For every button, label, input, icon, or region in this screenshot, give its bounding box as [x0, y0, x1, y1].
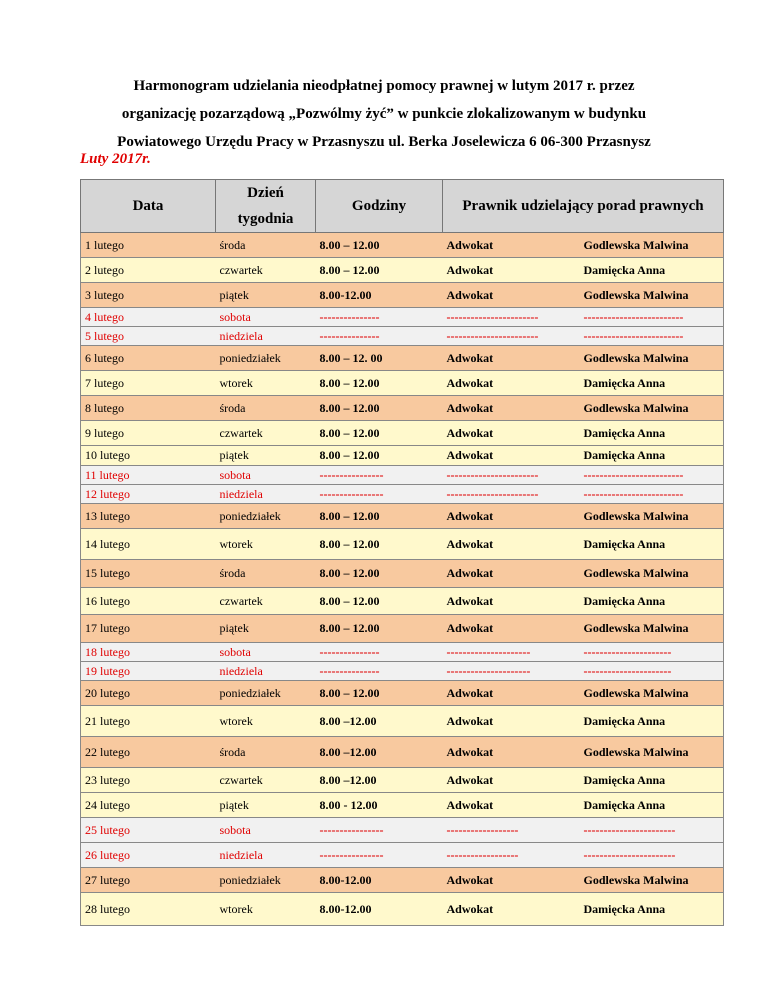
date-cell: 24 lutego [81, 793, 216, 818]
table-row [81, 843, 724, 868]
lawyer-name-cell: Damięcka Anna [580, 371, 724, 396]
date-cell: 25 lutego [81, 818, 216, 843]
role-cell: Adwokat [443, 504, 580, 529]
day-cell: poniedziałek [216, 346, 316, 371]
table-row [81, 233, 724, 258]
lawyer-name-cell: Godlewska Malwina [580, 868, 724, 893]
hours-cell: 8.00 – 12.00 [316, 504, 443, 529]
date-cell: 11 lutego [81, 466, 216, 485]
lawyer-name-cell: ----------------------- [580, 843, 724, 868]
role-cell: ----------------------- [443, 327, 580, 346]
date-cell: 17 lutego [81, 615, 216, 643]
date-cell: 9 lutego [81, 421, 216, 446]
date-cell: 16 lutego [81, 588, 216, 615]
day-cell: środa [216, 560, 316, 588]
lawyer-name-cell: ------------------------- [580, 466, 724, 485]
hours-cell: 8.00-12.00 [316, 868, 443, 893]
role-cell: ------------------ [443, 843, 580, 868]
lawyer-name-cell: ------------------------- [580, 308, 724, 327]
schedule-body [81, 233, 724, 926]
table-row [81, 283, 724, 308]
header-day-line1: Dzień [247, 185, 284, 201]
day-cell: czwartek [216, 588, 316, 615]
date-cell: 27 lutego [81, 868, 216, 893]
table-row [81, 421, 724, 446]
day-cell: środa [216, 233, 316, 258]
lawyer-name-cell: ---------------------- [580, 643, 724, 662]
date-cell: 19 lutego [81, 662, 216, 681]
table-row [81, 737, 724, 768]
date-cell: 6 lutego [81, 346, 216, 371]
date-cell: 26 lutego [81, 843, 216, 868]
hours-cell: ---------------- [316, 485, 443, 504]
title-line-2: organizację pozarządową „Pozwólmy żyć” w punkcie zlokalizowanym w budynku [121, 106, 647, 122]
day-cell: wtorek [216, 706, 316, 737]
table-row [81, 396, 724, 421]
hours-cell: 8.00 – 12. 00 [316, 346, 443, 371]
table-row [81, 346, 724, 371]
role-cell: Adwokat [443, 893, 580, 926]
role-cell: Adwokat [443, 346, 580, 371]
role-cell: Adwokat [443, 283, 580, 308]
header-day [216, 180, 316, 233]
title-line-3: Powiatowego Urzędu Pracy w Przasnyszu ul. Berka Joselewicza 6 06-300 Przasnysz [117, 134, 651, 150]
date-cell: 15 lutego [81, 560, 216, 588]
lawyer-name-cell: Godlewska Malwina [580, 681, 724, 706]
table-row [81, 588, 724, 615]
day-cell: piątek [216, 446, 316, 466]
hours-cell: 8.00 – 12.00 [316, 588, 443, 615]
day-cell: niedziela [216, 327, 316, 346]
table-row [81, 308, 724, 327]
day-cell: wtorek [216, 893, 316, 926]
lawyer-name-cell: Damięcka Anna [580, 706, 724, 737]
lawyer-name-cell: ------------------------- [580, 327, 724, 346]
date-cell: 18 lutego [81, 643, 216, 662]
header-date: Data [81, 180, 216, 233]
table-row [81, 560, 724, 588]
day-cell: piątek [216, 793, 316, 818]
day-cell: poniedziałek [216, 681, 316, 706]
header-day-line2: tygodnia [237, 211, 294, 227]
role-cell: Adwokat [443, 233, 580, 258]
role-cell: ----------------------- [443, 308, 580, 327]
day-cell: wtorek [216, 529, 316, 560]
hours-cell: 8.00 – 12.00 [316, 681, 443, 706]
lawyer-name-cell: ------------------------- [580, 485, 724, 504]
day-cell: niedziela [216, 485, 316, 504]
role-cell: Adwokat [443, 529, 580, 560]
date-cell: 13 lutego [81, 504, 216, 529]
date-cell: 14 lutego [81, 529, 216, 560]
table-row [81, 893, 724, 926]
hours-cell: 8.00 – 12.00 [316, 233, 443, 258]
day-cell: czwartek [216, 768, 316, 793]
day-cell: wtorek [216, 371, 316, 396]
header-hours: Godziny [316, 180, 443, 233]
role-cell: Adwokat [443, 588, 580, 615]
hours-cell: 8.00-12.00 [316, 283, 443, 308]
date-cell: 1 lutego [81, 233, 216, 258]
role-cell: Adwokat [443, 615, 580, 643]
role-cell: --------------------- [443, 643, 580, 662]
lawyer-name-cell: Damięcka Anna [580, 258, 724, 283]
day-cell: sobota [216, 643, 316, 662]
hours-cell: 8.00 – 12.00 [316, 421, 443, 446]
hours-cell: ---------------- [316, 818, 443, 843]
table-row [81, 466, 724, 485]
day-cell: poniedziałek [216, 868, 316, 893]
lawyer-name-cell: ----------------------- [580, 818, 724, 843]
hours-cell: 8.00 – 12.00 [316, 615, 443, 643]
date-cell: 22 lutego [81, 737, 216, 768]
hours-cell: --------------- [316, 327, 443, 346]
role-cell: Adwokat [443, 446, 580, 466]
date-cell: 12 lutego [81, 485, 216, 504]
role-cell: --------------------- [443, 662, 580, 681]
role-cell: Adwokat [443, 681, 580, 706]
table-row [81, 818, 724, 843]
hours-cell: 8.00 –12.00 [316, 768, 443, 793]
role-cell: ----------------------- [443, 485, 580, 504]
day-cell: sobota [216, 308, 316, 327]
role-cell: ------------------ [443, 818, 580, 843]
day-cell: środa [216, 737, 316, 768]
table-row [81, 615, 724, 643]
role-cell: Adwokat [443, 793, 580, 818]
table-row [81, 258, 724, 283]
lawyer-name-cell: Godlewska Malwina [580, 233, 724, 258]
hours-cell: 8.00-12.00 [316, 893, 443, 926]
hours-cell: 8.00 - 12.00 [316, 793, 443, 818]
date-cell: 7 lutego [81, 371, 216, 396]
date-cell: 21 lutego [81, 706, 216, 737]
role-cell: Adwokat [443, 396, 580, 421]
header-row [81, 180, 724, 233]
lawyer-name-cell: Damięcka Anna [580, 588, 724, 615]
table-row [81, 793, 724, 818]
schedule-table [80, 179, 724, 926]
lawyer-name-cell: Damięcka Anna [580, 421, 724, 446]
hours-cell: 8.00 – 12.00 [316, 371, 443, 396]
role-cell: Adwokat [443, 737, 580, 768]
hours-cell: ---------------- [316, 843, 443, 868]
day-cell: niedziela [216, 843, 316, 868]
lawyer-name-cell: Godlewska Malwina [580, 560, 724, 588]
date-cell: 10 lutego [81, 446, 216, 466]
lawyer-name-cell: Godlewska Malwina [580, 283, 724, 308]
day-cell: piątek [216, 283, 316, 308]
date-cell: 20 lutego [81, 681, 216, 706]
table-row [81, 485, 724, 504]
hours-cell: 8.00 – 12.00 [316, 560, 443, 588]
table-row [81, 371, 724, 396]
hours-cell: --------------- [316, 643, 443, 662]
hours-cell: 8.00 –12.00 [316, 706, 443, 737]
hours-cell: 8.00 – 12.00 [316, 529, 443, 560]
lawyer-name-cell: Godlewska Malwina [580, 396, 724, 421]
date-cell: 3 lutego [81, 283, 216, 308]
hours-cell: --------------- [316, 662, 443, 681]
role-cell: Adwokat [443, 258, 580, 283]
role-cell: Adwokat [443, 421, 580, 446]
table-row [81, 868, 724, 893]
date-cell: 2 lutego [81, 258, 216, 283]
role-cell: Adwokat [443, 371, 580, 396]
day-cell: poniedziałek [216, 504, 316, 529]
lawyer-name-cell: Damięcka Anna [580, 446, 724, 466]
date-cell: 8 lutego [81, 396, 216, 421]
role-cell: Adwokat [443, 868, 580, 893]
role-cell: ----------------------- [443, 466, 580, 485]
hours-cell: 8.00 – 12.00 [316, 446, 443, 466]
day-cell: sobota [216, 466, 316, 485]
date-cell: 28 lutego [81, 893, 216, 926]
date-cell: 4 lutego [81, 308, 216, 327]
role-cell: Adwokat [443, 706, 580, 737]
hours-cell: 8.00 – 12.00 [316, 396, 443, 421]
day-cell: czwartek [216, 421, 316, 446]
table-row [81, 327, 724, 346]
lawyer-name-cell: Godlewska Malwina [580, 346, 724, 371]
hours-cell: --------------- [316, 308, 443, 327]
hours-cell: 8.00 – 12.00 [316, 258, 443, 283]
table-row [81, 706, 724, 737]
day-cell: sobota [216, 818, 316, 843]
table-row [81, 768, 724, 793]
title-line-1: Harmonogram udzielania nieodpłatnej pomocy prawnej w lutym 2017 r. przez [133, 78, 635, 94]
lawyer-name-cell: Damięcka Anna [580, 768, 724, 793]
header-lawyer: Prawnik udzielający porad prawnych [443, 180, 724, 233]
day-cell: czwartek [216, 258, 316, 283]
hours-cell: 8.00 –12.00 [316, 737, 443, 768]
lawyer-name-cell: Damięcka Anna [580, 793, 724, 818]
table-row [81, 662, 724, 681]
date-cell: 23 lutego [81, 768, 216, 793]
table-row [81, 681, 724, 706]
date-cell: 5 lutego [81, 327, 216, 346]
role-cell: Adwokat [443, 560, 580, 588]
table-row [81, 504, 724, 529]
month-label: Luty 2017r. [80, 151, 151, 167]
role-cell: Adwokat [443, 768, 580, 793]
day-cell: środa [216, 396, 316, 421]
document-title [60, 72, 708, 156]
table-row [81, 643, 724, 662]
lawyer-name-cell: Damięcka Anna [580, 529, 724, 560]
lawyer-name-cell: ---------------------- [580, 662, 724, 681]
day-cell: piątek [216, 615, 316, 643]
table-row [81, 446, 724, 466]
lawyer-name-cell: Damięcka Anna [580, 893, 724, 926]
lawyer-name-cell: Godlewska Malwina [580, 504, 724, 529]
hours-cell: ---------------- [316, 466, 443, 485]
lawyer-name-cell: Godlewska Malwina [580, 615, 724, 643]
day-cell: niedziela [216, 662, 316, 681]
lawyer-name-cell: Godlewska Malwina [580, 737, 724, 768]
table-row [81, 529, 724, 560]
